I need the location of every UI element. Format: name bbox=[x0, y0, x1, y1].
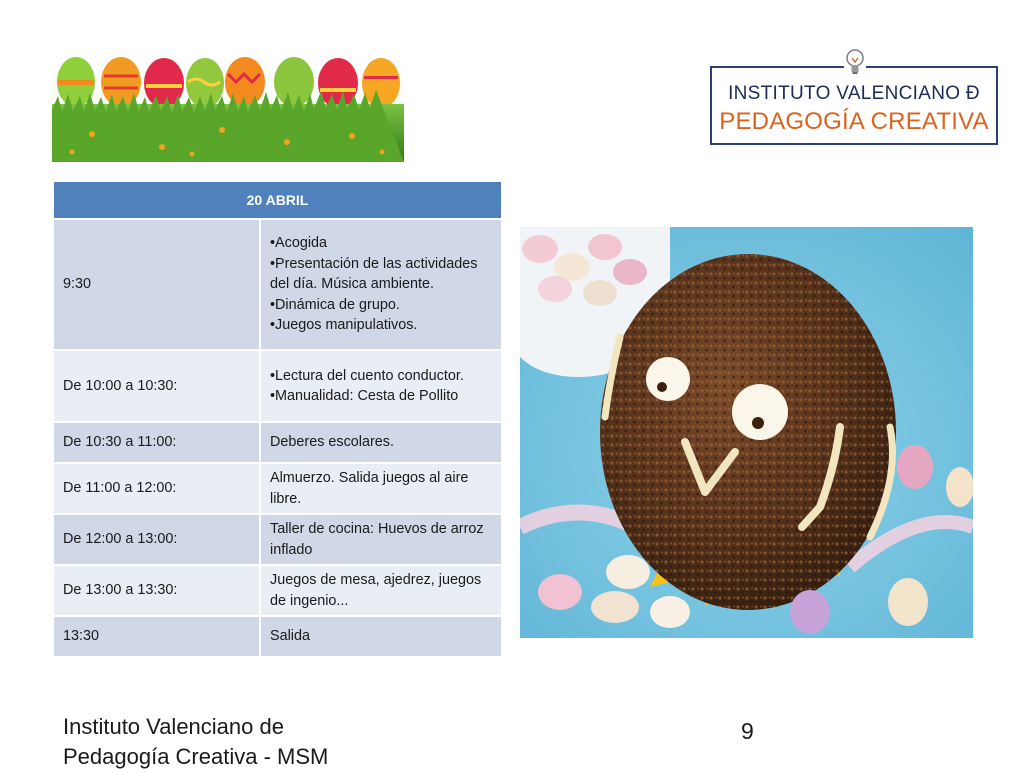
activity-item: •Manualidad: Cesta de Pollito bbox=[270, 388, 459, 404]
activity-item: •Dinámica de grupo. bbox=[270, 296, 400, 313]
logo-title-line: INSTITUTO VALENCIANO Đ bbox=[728, 83, 980, 104]
table-row bbox=[53, 565, 502, 616]
time-cell: De 13:00 a 13:30: bbox=[53, 565, 260, 616]
activity-item: •Acogida bbox=[270, 235, 328, 252]
time-cell: De 10:00 a 10:30: bbox=[53, 350, 260, 422]
activity-cell bbox=[260, 565, 502, 616]
easter-eggs-banner-image bbox=[52, 52, 404, 162]
activity-cell bbox=[260, 514, 502, 565]
activity-item: •Juegos manipulativos. bbox=[270, 317, 418, 334]
schedule-date-header: 20 ABRIL bbox=[53, 181, 502, 219]
time-cell: 13:30 bbox=[53, 616, 260, 657]
time-cell: De 11:00 a 12:00: bbox=[53, 463, 260, 514]
table-row bbox=[53, 463, 502, 514]
schedule-table bbox=[52, 180, 503, 658]
table-row bbox=[53, 219, 502, 350]
footer-line: Pedagogía Creativa - MSM bbox=[63, 744, 329, 769]
table-row bbox=[53, 350, 502, 422]
logo-subtitle-line: PEDAGOGÍA CREATIVA bbox=[719, 108, 989, 135]
time-cell: De 12:00 a 13:00: bbox=[53, 514, 260, 565]
activity-item: Taller de cocina: Huevos de arroz inflado bbox=[270, 521, 484, 558]
lightbulb-icon bbox=[844, 46, 866, 80]
table-row bbox=[53, 514, 502, 565]
table-row bbox=[53, 422, 502, 463]
institute-logo bbox=[710, 66, 998, 145]
activity-item: Juegos de mesa, ajedrez, juegos de ingenio... bbox=[270, 572, 482, 609]
activity-item: Deberes escolares. bbox=[270, 434, 394, 451]
activity-item: Salida bbox=[270, 628, 311, 645]
time-cell: De 10:30 a 11:00: bbox=[53, 422, 260, 463]
activity-cell bbox=[260, 219, 502, 350]
activity-item: Almuerzo. Salida juegos al aire libre. bbox=[270, 470, 469, 507]
activity-item: •Lectura del cuento conductor. bbox=[270, 367, 464, 384]
activity-cell bbox=[260, 463, 502, 514]
footer-line: Instituto Valenciano de bbox=[63, 714, 284, 739]
footer-institution bbox=[63, 712, 328, 772]
activity-cell bbox=[260, 616, 502, 657]
activity-item: •Presentación de las actividades del día. Música ambiente. bbox=[270, 255, 478, 293]
activity-cell bbox=[260, 350, 502, 422]
page-number: 9 bbox=[741, 718, 754, 744]
time-cell: 9:30 bbox=[53, 219, 260, 350]
activity-cell bbox=[260, 422, 502, 463]
table-row bbox=[53, 616, 502, 657]
chocolate-egg-photo bbox=[520, 227, 973, 638]
